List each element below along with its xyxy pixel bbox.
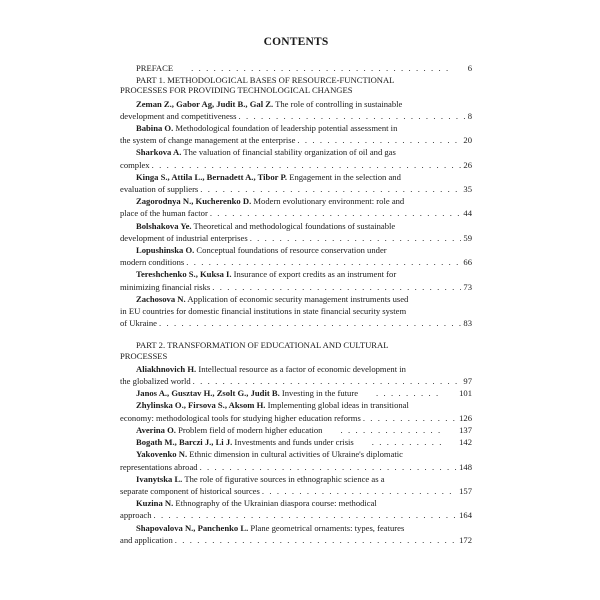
entry-text: [120, 437, 354, 447]
entry-authors: Zagorodnya N., Kucherenko D.: [136, 196, 252, 207]
toc-entry-last-line: [120, 111, 472, 121]
toc-entry-last-line: [120, 437, 472, 447]
toc-entry[interactable]: [120, 147, 472, 169]
page-number: 148: [459, 461, 472, 472]
entry-text: of Ukraine: [120, 318, 157, 329]
toc-entry-first-line: [120, 294, 472, 304]
toc-entry-first-line: [120, 245, 472, 255]
entry-authors: Zeman Z., Gabor Ag, Judit B., Gal Z.: [136, 98, 274, 109]
page-number: 137: [459, 424, 472, 435]
page-number: 73: [463, 281, 472, 292]
entry-text: evaluation of suppliers: [120, 184, 199, 195]
entry-title: Engagement in the selection and: [287, 171, 401, 182]
toc-entry-last-line: [120, 388, 472, 398]
entry-title: The role of figurative sources in ethnographic science as a: [182, 473, 385, 484]
toc-entry[interactable]: [120, 498, 472, 520]
toc-entry[interactable]: [120, 269, 472, 291]
dot-leader: [324, 425, 441, 435]
toc-entry-last-line: [120, 257, 472, 267]
entry-text: complex: [120, 159, 150, 170]
toc-entry[interactable]: [120, 196, 472, 218]
dot-leader: [212, 282, 461, 292]
entry-text: approach: [120, 510, 152, 521]
entry-title: Modern evolutionary environment: role and: [251, 196, 405, 207]
toc-entry-last-line: [120, 376, 472, 386]
toc-entry[interactable]: [120, 245, 472, 267]
part-1-heading-line1: PART 1. METHODOLOGICAL BASES OF RESOURCE-FUNCTIONAL: [136, 75, 395, 86]
part-2-entries: [120, 364, 472, 545]
dot-leader: [297, 135, 461, 145]
entry-text: separate component of historical sources: [120, 485, 260, 496]
entry-authors: Averina O.: [136, 424, 176, 435]
dot-leader: [152, 160, 462, 170]
part-1-heading-line2: PROCESSES FOR PROVIDING TECHNOLOGICAL CHANGES: [120, 85, 353, 96]
contents-page: [120, 36, 472, 547]
toc-entry-last-line: [120, 282, 472, 292]
entry-label: PREFACE: [136, 63, 174, 73]
page-number: 44: [463, 208, 472, 219]
part-1-heading: [120, 75, 472, 95]
part-2-heading: [120, 340, 472, 360]
toc-entry[interactable]: [120, 474, 472, 496]
part-2-heading-line2: PROCESSES: [120, 350, 168, 361]
entry-title: Investing in the future: [279, 388, 359, 399]
toc-entry[interactable]: [120, 364, 472, 386]
entry-title: The role of controlling in sustainable: [273, 98, 403, 109]
page-number: 97: [463, 376, 472, 387]
toc-entry-last-line: [120, 208, 472, 218]
toc-entry-last-line: [120, 233, 472, 243]
toc-entry[interactable]: [120, 172, 472, 194]
toc-entry-last-line: [120, 413, 472, 423]
toc-entry-first-line: [120, 123, 472, 133]
entry-text: development and competitiveness: [120, 110, 237, 121]
toc-entry-last-line: [120, 160, 472, 170]
page-number: 157: [459, 485, 472, 496]
part-1-entries: [120, 99, 472, 329]
page-number: 83: [463, 318, 472, 329]
entry-title: Conceptual foundations of resource conservation under: [194, 245, 387, 256]
entry-text: representations abroad: [120, 461, 198, 472]
dot-leader: [356, 437, 441, 447]
page-number: 101: [459, 388, 472, 399]
entry-authors: Zachosova N.: [136, 293, 186, 304]
toc-entry[interactable]: [120, 400, 472, 422]
entry-title: Problem field of modern higher education: [175, 424, 323, 435]
entry-title: Application of economic security management instruments used: [185, 293, 409, 304]
entry-title: Methodological foundation of leadership potential assessment in: [173, 123, 398, 134]
toc-entry[interactable]: [120, 123, 472, 145]
toc-entry-first-line: [120, 196, 472, 206]
toc-entry[interactable]: [120, 99, 472, 121]
dot-leader: [262, 486, 457, 496]
page-number: 172: [459, 534, 472, 545]
toc-entry[interactable]: [120, 388, 472, 398]
toc-entry-last-line: [120, 510, 472, 520]
toc-entry-last-line: [120, 425, 472, 435]
entry-authors: Sharkova A.: [136, 147, 182, 158]
toc-entry[interactable]: [120, 449, 472, 471]
page-number: 142: [459, 437, 472, 448]
page-number: 8: [467, 110, 472, 121]
toc-entry-last-line: [120, 462, 472, 472]
toc-entry-first-line: [120, 172, 472, 182]
entry-authors: Kuzina N.: [136, 498, 174, 509]
entry-text: economy: methodological tools for studying higher education reforms: [120, 412, 361, 423]
toc-entry[interactable]: [120, 425, 472, 435]
entry-text: place of the human factor: [120, 208, 208, 219]
entry-authors: Zhylinska O., Firsova S., Aksom H.: [136, 400, 266, 411]
toc-entry-first-line: [120, 498, 472, 508]
entry-authors: Bogath M., Barczi J., Li J.: [136, 437, 233, 448]
entry-authors: Aliakhnovich H.: [136, 363, 197, 374]
dot-leader: [159, 318, 461, 328]
dot-leader: [175, 63, 450, 73]
toc-entry-last-line: [120, 486, 472, 496]
page-number: 164: [459, 510, 472, 521]
entry-title: Plane geometrical ornaments: types, features: [248, 522, 405, 533]
page-number: 20: [463, 135, 472, 146]
toc-entry-first-line: [120, 269, 472, 279]
entry-text: development of industrial enterprises: [120, 232, 248, 243]
toc-entry-first-line: [120, 147, 472, 157]
entry-authors: Ivanytska L.: [136, 473, 183, 484]
toc-entry-last-line: [120, 318, 472, 328]
dot-leader: [154, 510, 458, 520]
entry-title: Ethnography of the Ukrainian diaspora course: methodical: [173, 498, 377, 509]
toc-entry[interactable]: [120, 294, 472, 329]
page-number: 6: [467, 63, 472, 73]
section-gap: [120, 330, 472, 340]
entry-title: Investments and funds under crisis: [232, 437, 354, 448]
toc-entry-first-line: [120, 400, 472, 410]
entry-text: modern conditions: [120, 257, 185, 268]
dot-leader: [175, 535, 457, 545]
dot-leader: [200, 184, 461, 194]
dot-leader: [200, 462, 458, 472]
entry-title: Insurance of export credits as an instrument for: [231, 269, 397, 280]
toc-entry[interactable]: [120, 523, 472, 545]
toc-entry-middle-line: in EU countries for domestic financial institutions in state financial security system: [120, 306, 407, 317]
toc-entry-preface[interactable]: [120, 63, 472, 73]
page-number: 35: [463, 184, 472, 195]
toc-entry-first-line: [120, 221, 472, 231]
entry-authors: Tereshchenko S., Kuksa I.: [136, 269, 232, 280]
page-number: 126: [459, 412, 472, 423]
toc-entry-first-line: [120, 364, 472, 374]
toc-entry-last-line: [120, 535, 472, 545]
toc-entry-first-line: [120, 523, 472, 533]
entry-text: [120, 425, 322, 435]
entry-text: and application: [120, 534, 173, 545]
part-2-heading-line1: PART 2. TRANSFORMATION OF EDUCATIONAL AND CULTURAL: [136, 340, 389, 351]
page-number: 59: [463, 232, 472, 243]
entry-authors: Yakovenko N.: [136, 449, 188, 460]
dot-leader: [193, 376, 462, 386]
entry-title: Intellectual resource as a factor of economic development in: [196, 363, 406, 374]
toc-entry[interactable]: [120, 437, 472, 447]
entry-text: the system of change management at the enterprise: [120, 135, 296, 146]
entry-authors: Kinga S., Attila L., Bernadett A., Tibor P.: [136, 171, 288, 182]
entry-authors: Babina O.: [136, 123, 174, 134]
toc-entry[interactable]: [120, 221, 472, 243]
entry-authors: Lopushinska O.: [136, 245, 195, 256]
toc-entry-last-line: [120, 184, 472, 194]
entry-text: the globalized world: [120, 376, 191, 387]
entry-title: The valuation of financial stability organization of oil and gas: [181, 147, 396, 158]
dot-leader: [210, 208, 462, 218]
toc-entry-first-line: [120, 474, 472, 484]
dot-leader: [238, 111, 465, 121]
entry-title: Ethnic dimension in cultural activities of Ukraine's diplomatic: [187, 449, 403, 460]
dot-leader: [186, 257, 461, 267]
entry-authors: Bolshakova Ye.: [136, 220, 192, 231]
toc-entry-first-line: [120, 99, 472, 109]
entry-authors: Shapovalova N., Panchenko L.: [136, 522, 249, 533]
page-title: CONTENTS: [263, 36, 329, 48]
dot-leader: [360, 388, 441, 398]
entry-text: [120, 388, 358, 398]
dot-leader: [250, 233, 462, 243]
entry-authors: Janos A., Gusztav H., Zsolt G., Judit B.: [136, 388, 280, 399]
page-number: 26: [463, 159, 472, 170]
toc-entry-last-line: [120, 135, 472, 145]
entry-text: minimizing financial risks: [120, 281, 211, 292]
entry-title: Implementing global ideas in transitional: [265, 400, 409, 411]
page-number: 66: [463, 257, 472, 268]
dot-leader: [363, 413, 457, 423]
toc-entry-first-line: [120, 449, 472, 459]
entry-title: Theoretical and methodological foundations of sustainable: [191, 220, 396, 231]
